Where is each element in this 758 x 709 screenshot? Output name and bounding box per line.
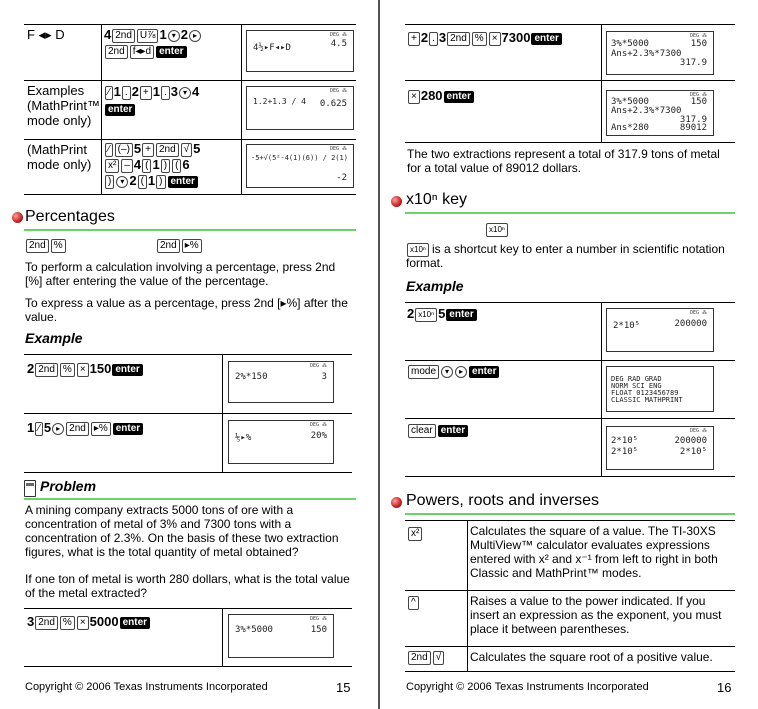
power-description: Raises a value to the power indicated. If you insert an expression as the exponent, you must place it between parentheses. — [470, 594, 722, 636]
table-border — [24, 608, 352, 609]
heading-underline — [405, 513, 735, 515]
conclusion-text: The two extractions represent a total of 317.9 tons of metal for a total value of 89012 dollars. — [407, 147, 720, 175]
to-percent-key: 2nd ▸% — [156, 238, 203, 253]
percentages-para-2: To express a value as a percentage, press 2nd [▸%] after the value. — [25, 296, 348, 324]
table-border — [24, 666, 352, 667]
percentages-para-1: To perform a calculation involving a percentage, press 2nd [%] after entering the value of the percentage. — [25, 260, 336, 288]
table-border — [405, 671, 735, 672]
table-border — [405, 360, 735, 361]
square-key: x² — [407, 526, 423, 541]
table-border — [24, 139, 356, 140]
calculator-screen: DEG ⁂ 2*10⁵ 200000 2*10⁵ 2*10⁵ — [606, 426, 714, 470]
x10-example-2-keys: mode ▾ ▸ enter — [407, 364, 500, 379]
x10-inline-key: x10ⁿ — [406, 242, 430, 257]
table-border — [405, 24, 735, 25]
footer-copyright: Copyright © 2006 Texas Instruments Incorporated — [25, 681, 268, 693]
table-border — [405, 476, 735, 477]
sqrt-keys: 2nd √ — [407, 650, 445, 665]
table-border — [24, 354, 352, 355]
page-divider — [378, 0, 380, 709]
mathprint-row-label: (MathPrint mode only) — [27, 142, 92, 172]
power-key: ^ — [407, 595, 420, 610]
heading-underline — [405, 212, 735, 214]
x10-example-3-keys: clear enter — [407, 423, 469, 438]
table-border — [405, 80, 735, 81]
calculator-screen: DEG ⁂ 3%*5000 150 Ans+2.3%*7300 317.9 — [606, 31, 714, 75]
fd-row-label: F ◂▸ D — [27, 27, 65, 42]
table-border — [405, 590, 735, 591]
page-number: 15 — [336, 680, 351, 695]
x10-heading: x10ⁿ key — [406, 191, 467, 208]
square-description: Calculates the square of a value. The TI-30XS MultiView™ calculator evaluates expressions entered with x² and x⁻¹ from left to right in both Classic and MathPrint™ modes. — [470, 524, 718, 580]
fd-row-keys: 4 2nd U⅞ 1 ▾ 2 ▸ 2nd f◂▸d enter — [104, 27, 240, 59]
table-border — [405, 646, 735, 647]
table-border — [405, 418, 735, 419]
calculator-screen: DEG ⁂ 4½▸F◂▸D 4.5 — [246, 30, 354, 72]
percent-example-2-keys: 1 ⁄ 5 ▸ 2nd ▸% enter — [27, 420, 144, 436]
powers-heading: Powers, roots and inverses — [406, 492, 599, 509]
table-border — [601, 302, 602, 476]
examples-row-keys: ⁄ 1 . 2 + 1 . 3 ▾ 4 enter — [104, 83, 240, 118]
calculator-screen: DEG ⁂ 3%*5000 150 — [228, 614, 334, 658]
page-16 — [381, 0, 758, 709]
page-number: 16 — [717, 680, 732, 695]
calculator-screen: DEG ⁂ 2*10⁵ 200000 — [606, 308, 714, 352]
problem-heading: Problem — [40, 478, 97, 494]
x10-key-icon: x10ⁿ — [485, 222, 509, 237]
table-border — [405, 302, 735, 303]
calculator-screen: DEG ⁂ 1.2+1.3 / 4 0.625 — [246, 86, 354, 130]
table-border — [222, 608, 223, 666]
footer-copyright: Copyright © 2006 Texas Instruments Incorporated — [406, 681, 649, 693]
section-bullet-icon — [12, 212, 23, 223]
x10-para: is a shortcut key to enter a number in scientific notation format. — [406, 242, 725, 270]
calculator-screen: DEG ⁂ -5+√(5²-4(1)(6)) / 2(1) -2 — [246, 144, 354, 188]
percent-key: 2nd % — [25, 238, 67, 253]
section-bullet-icon — [391, 196, 402, 207]
heading-underline — [24, 498, 356, 500]
calculator-icon — [24, 480, 36, 497]
x10-example-1-keys: 2 x10ⁿ 5 enter — [407, 306, 478, 322]
problem-keys: 3 2nd % × 5000 enter — [27, 614, 151, 630]
table-border — [405, 142, 735, 143]
calculator-screen: DEG ⁂ 2%*150 3 — [228, 361, 334, 403]
table-border — [101, 24, 102, 194]
table-border — [24, 194, 356, 195]
table-border — [24, 413, 352, 414]
table-border — [241, 24, 242, 194]
table-border — [467, 520, 468, 671]
table-border — [24, 472, 352, 473]
calculator-screen: DEG ⁂ 3%*5000 150 Ans+2.3%*7300 317.9 Ans*280 89012 — [606, 90, 714, 136]
row2-keys: × 280 enter — [407, 88, 475, 104]
problem-para-2: If one ton of metal is worth 280 dollars, what is the total value of the metal extracted? — [25, 572, 350, 600]
table-border — [405, 520, 735, 521]
example-label: Example — [25, 330, 83, 346]
percentages-heading: Percentages — [25, 208, 115, 225]
sqrt-description: Calculates the square root of a positive value. — [470, 650, 713, 664]
row1-keys: + 2 . 3 2nd % × 7300 enter — [407, 30, 563, 46]
problem-para-1: A mining company extracts 5000 tons of ore with a concentration of metal of 3% and 7300 tons with a concentration of 2.3%. On the basis of these two extraction figures, what is the total quantity of metal obtained? — [25, 503, 339, 559]
calculator-mode-screen: DEG RAD GRAD NORM SCI ENG FLOAT 0123456789 CLASSIC MATHPRINT — [606, 366, 714, 412]
table-border — [601, 24, 602, 142]
table-border — [24, 80, 356, 81]
example-label: Example — [406, 278, 464, 294]
percent-example-1-keys: 2 2nd % × 150 enter — [27, 361, 144, 377]
table-border — [24, 24, 356, 25]
mathprint-row-keys: ⁄ (–) 5 + 2nd √ 5 x² – 4 ( 1 ) ( 6 ) ▾ 2 ( 1 ) enter — [104, 141, 240, 189]
heading-underline — [24, 229, 356, 231]
calculator-screen: DEG ⁂ ⅕▸% 20% — [228, 420, 334, 464]
page-15 — [0, 0, 378, 709]
section-bullet-icon — [391, 497, 402, 508]
examples-row-label: Examples (MathPrint™ mode only) — [27, 83, 100, 128]
